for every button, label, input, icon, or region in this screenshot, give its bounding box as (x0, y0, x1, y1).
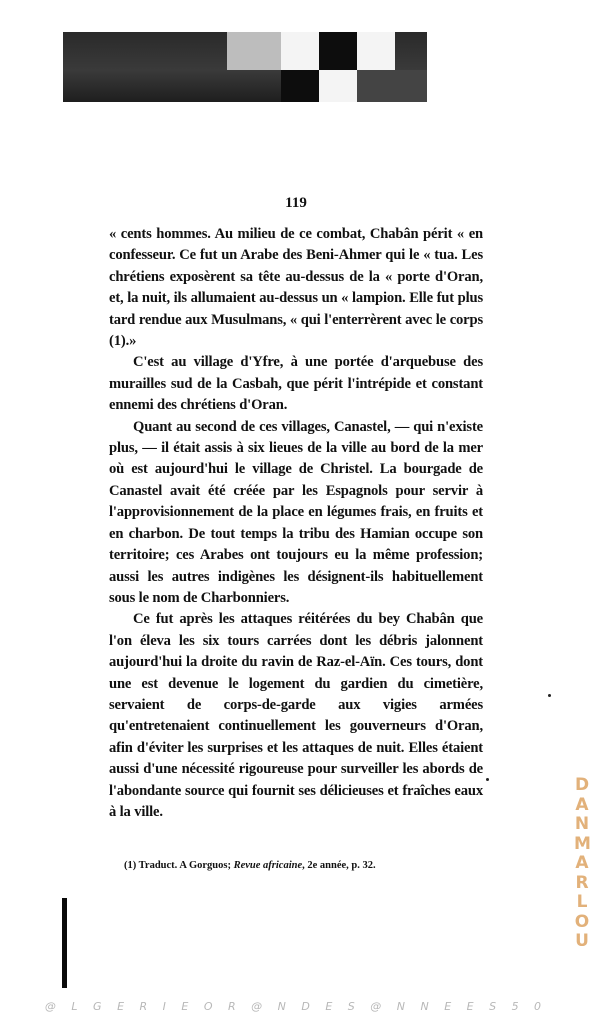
footnote-prefix: (1) Traduct. A Gorguos; (124, 860, 234, 871)
body-text (109, 224, 483, 823)
scan-header-artifact (63, 32, 427, 102)
paragraph-yfre: C'est au village d'Yfre, à une portée d'arquebuse des murailles sud de la Casbah, que périt l'intrépide et constant ennemi des chrétiens d'Oran. (109, 354, 483, 414)
footnote-suffix: , 2e année, p. 32. (302, 860, 376, 871)
footnote (124, 860, 484, 871)
scan-speck (486, 778, 489, 781)
footnote-journal: Revue africaine (233, 860, 303, 871)
vertical-watermark: DANMARLOU (574, 775, 591, 951)
paragraph-canastel: Quant au second de ces villages, Canastel, — qui n'existe plus, — il était assis à six lieues de la ville au bord de la mer où est aujourd'hui le village de Christel. La bourgade de Canastel avait été créée par les Espagnols pour servir à l'approvisionnement de la place en légumes frais, en fruits et en charbon. De tout temps la tribu des Hamian occupe son territoire; ces Arabes ont toujours eu la même profession; aussi les autres indigènes les désignent-ils habituellement sous le nom de Charbonniers. (109, 418, 483, 606)
page-number: 119 (285, 195, 307, 211)
footer-watermark: @ L G E R I E O R @ N D E S @ N N E E S 5 0 (44, 1000, 548, 1013)
paragraph-quote: « cents hommes. Au milieu de ce combat, Chabân périt « en confesseur. Ce fut un Arabe des Beni-Ahmer qui le « tua. Les chrétiens exposèrent sa tête au-dessus de la « porte d'Oran, et, la nuit, ils allumaient au-dessus un « lampion. Elle fut plus tard rendue aux Musulmans, « qui l'enterrèrent avec le corps (1).» (109, 226, 483, 350)
scan-edge-line (62, 898, 67, 988)
scan-speck (548, 694, 551, 697)
paragraph-towers: Ce fut après les attaques réitérées du bey Chabân que l'on éleva les six tours carrées dont les débris jalonnent aujourd'hui la droite du ravin de Raz-el-Aïn. Ces tours, dont une est devenue le logement du gardien du cimetière, servaient de corps-de-garde aux vigies armées qu'entretenaient continuellement les gouverneurs d'Oran, afin d'éviter les surprises et les attaques de nuit. Elles étaient aussi d'une nécessité rigoureuse pour surveiller les abords de l'abondante source qui fournit ses délicieuses et fraîches eaux à la ville. (109, 611, 483, 820)
